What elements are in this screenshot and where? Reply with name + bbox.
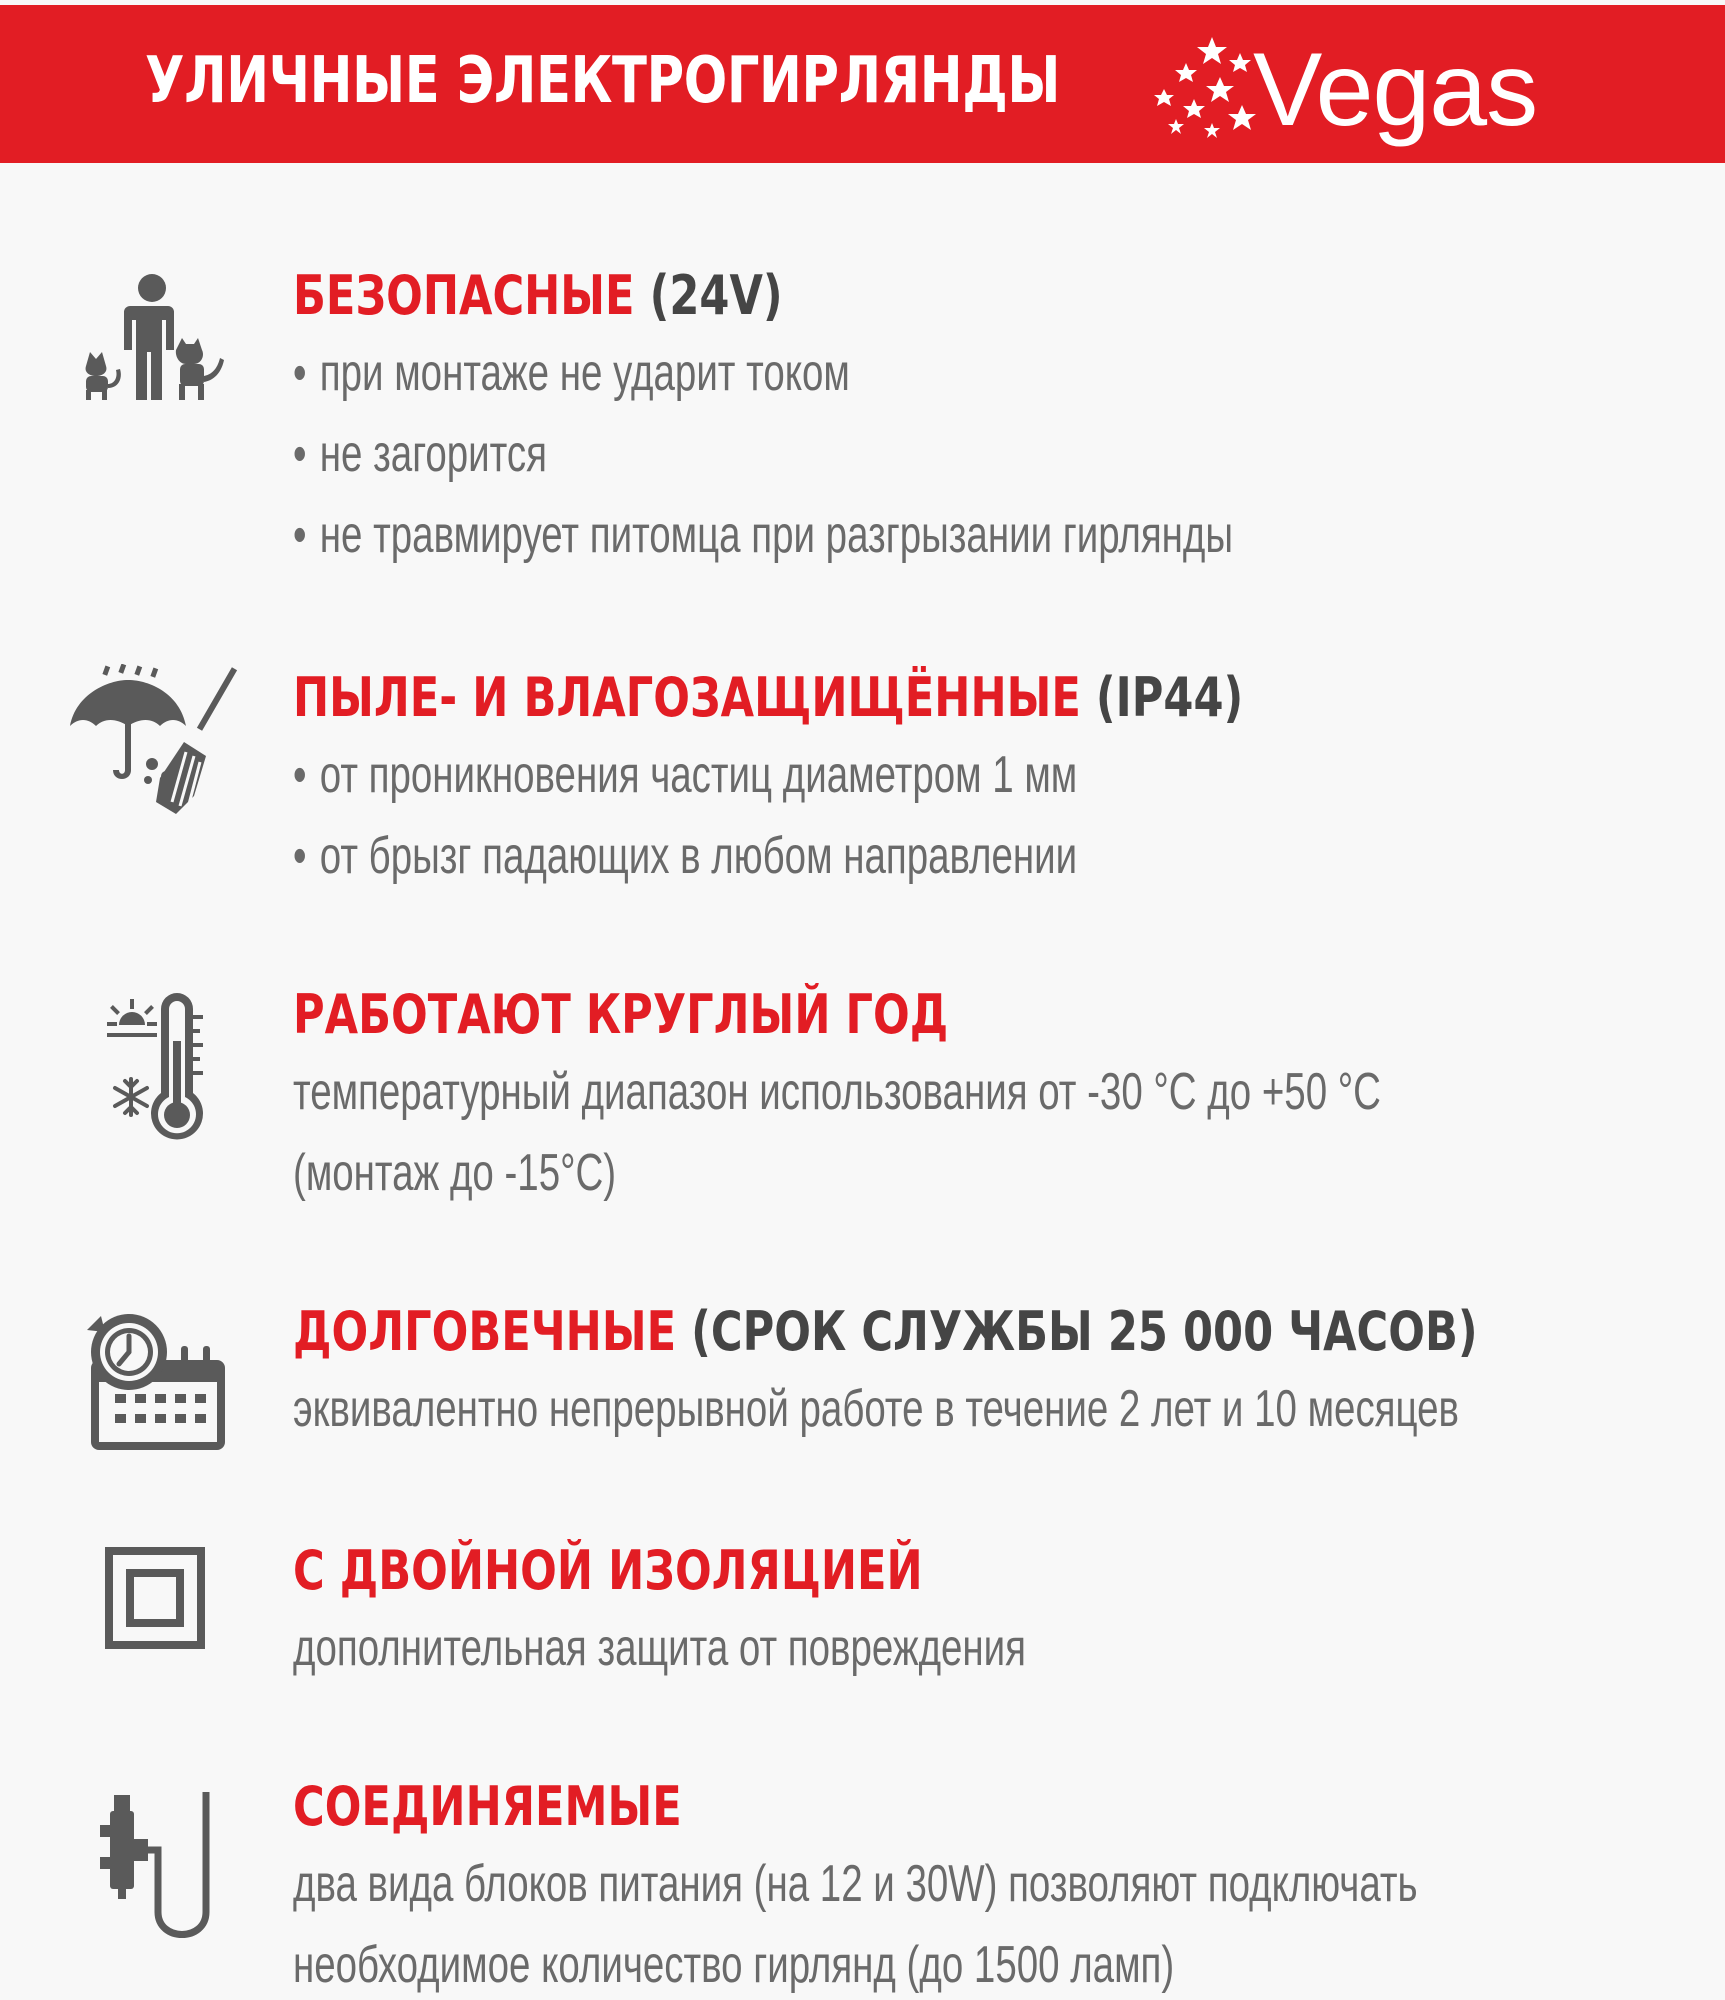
feature-description: необходимое количество гирлянд (до 1500 ламп) <box>293 1936 1175 1994</box>
feature-title: БЕЗОПАСНЫЕ (24V) <box>293 264 783 327</box>
thermometer-sun-snow-icon <box>105 991 205 1146</box>
feature-bullet: • не травмирует питомца при разгрызании гирлянды <box>293 504 1233 566</box>
calendar-clock-icon <box>85 1310 230 1450</box>
family-pets-icon <box>80 272 225 402</box>
double-insulation-icon <box>105 1547 205 1649</box>
feature-title: СОЕДИНЯЕМЫЕ <box>293 1775 682 1838</box>
feature-title: ДОЛГОВЕЧНЫЕ (СРОК СЛУЖБЫ 25 000 ЧАСОВ) <box>293 1300 1478 1363</box>
power-adapter-icon <box>92 1787 217 1947</box>
header-banner <box>0 5 1725 163</box>
feature-title: РАБОТАЮТ КРУГЛЫЙ ГОД <box>293 983 949 1046</box>
umbrella-rain-broom-icon <box>68 664 243 814</box>
feature-bullet: • от проникновения частиц диаметром 1 мм <box>293 744 1077 806</box>
feature-title: С ДВОЙНОЙ ИЗОЛЯЦИЕЙ <box>293 1539 923 1602</box>
stars-icon <box>1150 33 1260 148</box>
feature-bullet: • при монтаже не ударит током <box>293 342 850 404</box>
feature-description: эквивалентно непрерывной работе в течение 2 лет и 10 месяцев <box>293 1380 1459 1438</box>
feature-title: ПЫЛЕ- И ВЛАГОЗАЩИЩЁННЫЕ (IP44) <box>293 666 1244 729</box>
vegas-logo <box>1150 33 1600 148</box>
banner-title: УЛИЧНЫЕ ЭЛЕКТРОГИРЛЯНДЫ <box>145 44 1061 118</box>
feature-description: два вида блоков питания (на 12 и 30W) позволяют подключать <box>293 1855 1418 1913</box>
feature-bullet: • от брызг падающих в любом направлении <box>293 825 1077 887</box>
feature-description: дополнительная защита от повреждения <box>293 1619 1027 1677</box>
feature-description: температурный диапазон использования от -30 °С до +50 °С <box>293 1063 1381 1121</box>
feature-bullet: • не загорится <box>293 423 547 485</box>
brand-name: Vegas <box>1253 32 1538 148</box>
feature-description: (монтаж до -15°С) <box>293 1144 617 1202</box>
